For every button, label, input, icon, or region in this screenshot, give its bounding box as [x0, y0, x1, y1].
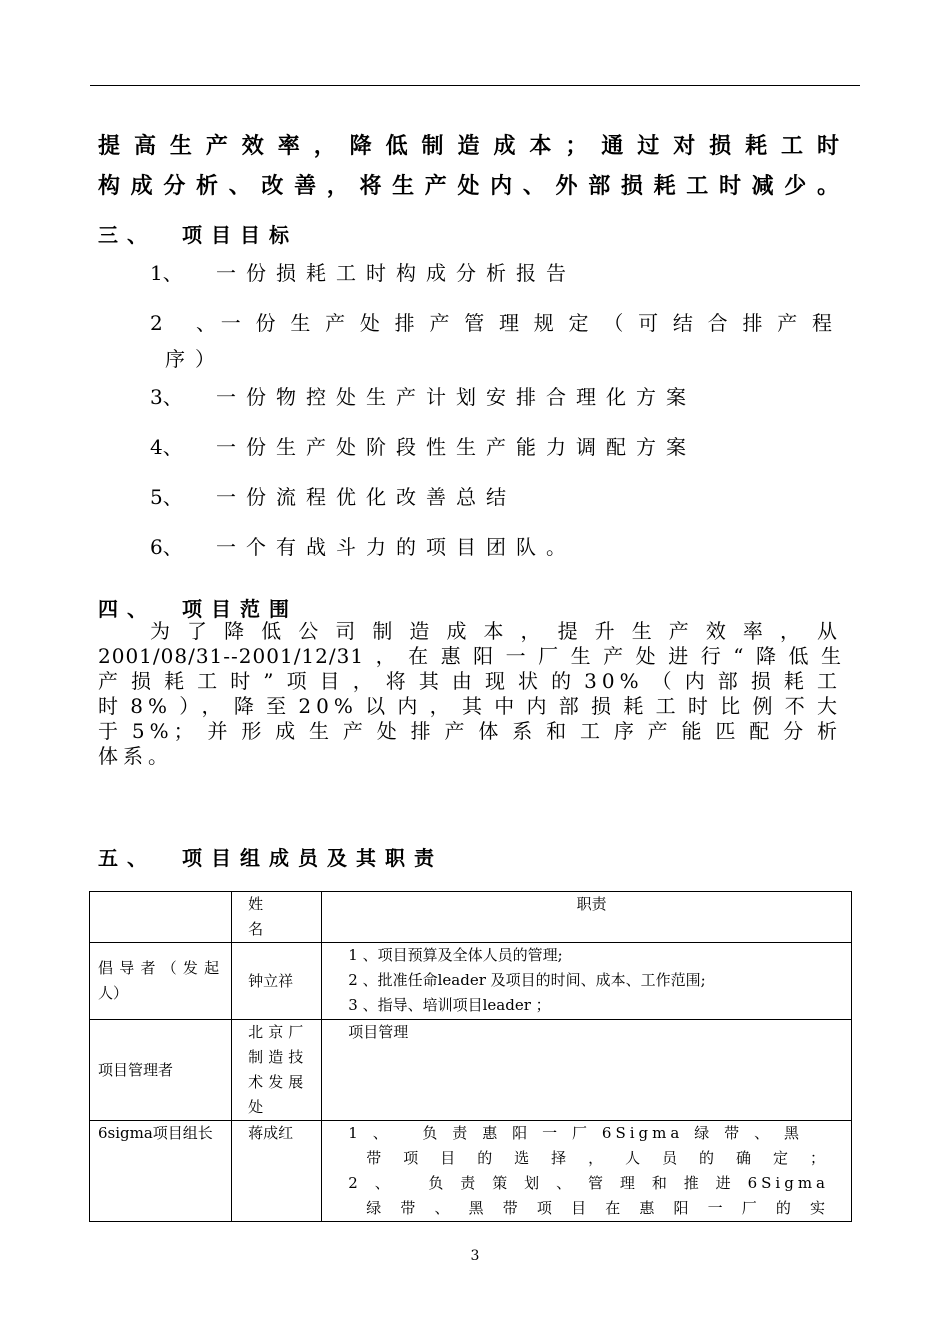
table-row	[90, 1020, 852, 1121]
goal-item: 6、 一个有战斗力的项目团队。	[150, 535, 576, 559]
role-cell: 6sigma项目组长	[90, 1121, 232, 1222]
scope-line: 2001/08/31--2001/12/31，在惠阳一厂生产处进行“降低生	[98, 644, 842, 668]
table-row	[90, 943, 852, 1020]
role-cell: 倡导者（发起 人）	[90, 943, 232, 1020]
page-number: 3	[470, 1248, 480, 1264]
duty-cell: 项目管理	[322, 1020, 852, 1121]
section-title: 项目目标	[182, 223, 298, 247]
intro-line-1: 提高生产效率，降低制造成本；通过对损耗工时	[98, 133, 842, 159]
goal-item: 2、一份生产处排产管理规定（可结合排产程	[150, 311, 842, 335]
goal-item: 5、 一份流程优化改善总结	[150, 485, 516, 509]
members-table	[89, 891, 852, 1222]
goal-item: 4、 一份生产处阶段性生产能力调配方案	[150, 435, 696, 459]
section-number: 三、	[98, 223, 156, 247]
table-row	[90, 1121, 852, 1222]
section-title: 项目范围	[182, 597, 298, 621]
section-4-heading	[98, 593, 298, 622]
intro-line-2: 构成分析、改善，将生产处内、外部损耗工时减少。	[98, 173, 842, 199]
name-cell: 蒋成红	[232, 1121, 322, 1222]
header-name-cell: 姓 名	[232, 892, 322, 943]
scope-line: 为了降低公司制造成本，提升生产效率，从	[150, 619, 842, 643]
table-header-row	[90, 892, 852, 943]
scope-paragraph	[98, 619, 842, 769]
section-title: 项目组成员及其职责	[182, 846, 443, 870]
goal-item-continuation: 序）	[165, 347, 225, 371]
name-cell: 钟立祥	[232, 943, 322, 1020]
role-cell: 项目管理者	[90, 1020, 232, 1121]
scope-line: 产损耗工时”项目，将其由现状的30%（内部损耗工	[98, 669, 842, 693]
header-duty-cell: 职责	[322, 892, 852, 943]
scope-line: 于5%；并形成生产处排产体系和工序产能匹配分析	[98, 719, 842, 743]
duty-cell: 1、 负责惠阳一厂6Sigma绿带、黑 带项目的选择，人员的确定； 2、 负责策划、管理和推进6Sigma 绿带、黑带项目在惠阳一厂的实	[322, 1121, 852, 1222]
goal-item: 3、 一份物控处生产计划安排合理化方案	[150, 385, 696, 409]
header-rule	[90, 85, 860, 86]
section-5-heading	[98, 842, 443, 871]
scope-line: 时8%），降至20%以内，其中内部损耗工时比例不大	[98, 694, 842, 718]
section-3-heading	[98, 219, 298, 248]
section-number: 五、	[98, 846, 156, 870]
section-number: 四、	[98, 597, 156, 621]
duty-cell: 1 、项目预算及全体人员的管理; 2 、批准任命leader 及项目的时间、成本、工作范围; 3 、指导、培训项目leader ；	[322, 943, 852, 1020]
header-role-cell	[90, 892, 232, 943]
goal-item: 1、 一份损耗工时构成分析报告	[150, 261, 576, 285]
scope-line: 体系。	[98, 744, 173, 768]
name-cell: 北京厂 制造技 术发展 处	[232, 1020, 322, 1121]
